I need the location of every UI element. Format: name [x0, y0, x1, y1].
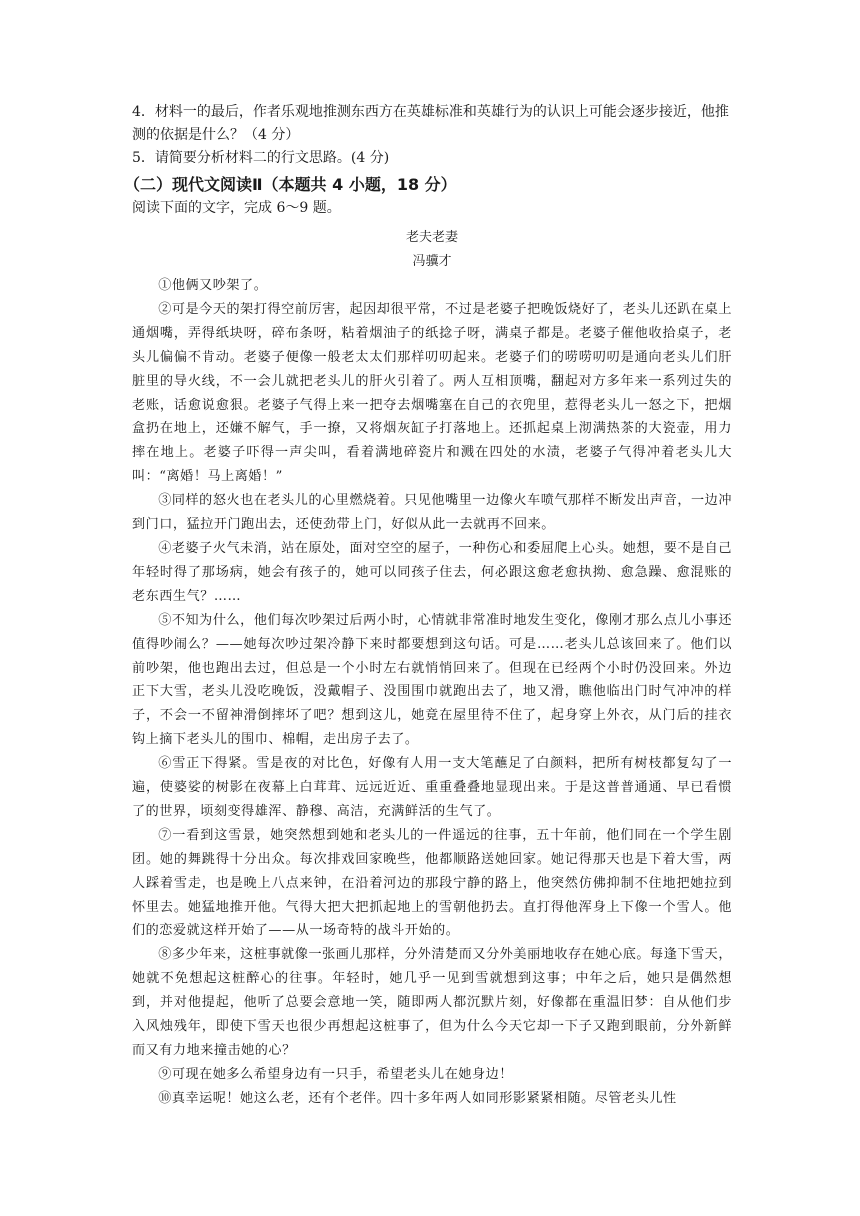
article-author: 冯骥才	[412, 254, 452, 269]
paragraph-9: ⑨可现在她多么希望身边有一只手，希望老头儿在她身边！	[158, 1066, 513, 1082]
question-5: 5．请简要分析材料二的行文思路。(4 分)	[132, 150, 390, 166]
paragraph-3: ③同样的怒火也在老头儿的心里燃烧着。只见他嘴里一边像火车喷气那样不断发出声音，一边冲到门口，猛拉开门跑出去，还使劲带上门，好似从此一去就再不回来。	[132, 493, 732, 533]
question-4: 4．材料一的最后，作者乐观地推测东西方在英雄标准和英雄行为的认识上可能会逐步接近，他推测的依据是什么？（4 分）	[132, 104, 729, 143]
paragraph-10: ⑩真幸运呢！她这么老，还有个老伴。四十多年两人如同形影紧紧相随。尽管老头儿性	[158, 1090, 677, 1106]
paragraph-6: ⑥雪正下得紧。雪是夜的对比色，好像有人用一支大笔蘸足了白颜料，把所有树枝都复勾了一遍，使婆娑的树影在夜幕上白茸茸、远远近近、重重叠叠地显现出来。于是这普普通通、早已看惯了的世界，顷刻变得雄浑、静穆、高洁，充满鲜活的生气了。	[132, 756, 732, 819]
paragraph-4: ④老婆子火气未消，站在原处，面对空空的屋子，一种伤心和委屈爬上心头。她想，要不是自己年轻时得了那场病，她会有孩子的，她可以同孩子住去，何必跟这愈老愈执拗、愈急躁、愈混账的老东西生气？……	[132, 540, 732, 604]
reading-instruction: 阅读下面的文字，完成 6～9 题。	[132, 200, 341, 216]
paragraph-8: ⑧多少年来，这桩事就像一张画儿那样，分外清楚而又分外美丽地收存在她心底。每逢下雪天，她就不免想起这桩醉心的往事。年轻时，她几乎一见到雪就想到这事；中年之后，她只是偶然想到，并对他提起，他听了总要会意地一笑，随即两人都沉默片刻，好像都在重温旧梦：自从他们步入风烛残年，即使下雪天也很少再想起这桩事了，但为什么今天它却一下子又跑到眼前，分外新鲜而又有力地来撞击她的心？	[132, 947, 732, 1058]
paragraph-5: ⑤不知为什么，他们每次吵架过后两小时，心情就非常准时地发生变化，像刚才那么点儿小事还值得吵闹么？——她每次吵过架冷静下来时都要想到这句话。可是……老头儿总该回来了。他们以前吵架，他也跑出去过，但总是一个小时左右就悄悄回来了。但现在已经两个小时仍没回来。外边正下大雪，老头儿没吃晚饭，没戴帽子、没围围巾就跑出去了，地又滑，瞧他临出门时气冲冲的样子，不会一不留神滑倒摔坏了吧？想到这儿，她竟在屋里待不住了，起身穿上外衣，从门后的挂衣钩上摘下老头儿的围巾、棉帽，走出房子去了。	[132, 612, 732, 748]
paragraph-2: ②可是今天的架打得空前厉害，起因却很平常，不过是老婆子把晚饭烧好了，老头儿还趴在桌上通烟嘴，弄得纸块呀，碎布条呀，粘着烟油子的纸捻子呀，满桌子都是。老婆子催他收拾桌子，老头儿偏偏不肯动。老婆子便像一般老太太们那样叨叨起来。老婆子们的唠唠叨叨是通向老头儿们肝脏里的导火线，不一会儿就把老头儿的肝火引着了。两人互相顶嘴，翻起对方多年来一系列过失的老账，话愈说愈狠。老婆子气得上来一把夺去烟嘴塞在自己的衣兜里，惹得老头儿一怒之下，把烟盒扔在地上，还嫌不解气，手一撩，又将烟灰缸子打落地上。还抓起桌上沏满热茶的大瓷壶，用力摔在地上。老婆子吓得一声尖叫，看着满地碎瓷片和溅在四处的水渍，老婆子气得冲着老头儿大叫：“离婚！马上离婚！”	[132, 301, 732, 485]
section-heading: （二）现代文阅读Ⅱ（本题共 4 小题，18 分）	[124, 175, 457, 194]
article-title: 老夫老妻	[405, 230, 458, 245]
paragraph-7: ⑦一看到这雪景，她突然想到她和老头儿的一件遥远的往事，五十年前，他们同在一个学生剧团。她的舞跳得十分出众。每次排戏回家晚些，他都顺路送她回家。她记得那天也是下着大雪，两人踩着雪走，也是晚上八点来钟，在沿着河边的那段宁静的路上，他突然仿佛抑制不住地把她拉到怀里去。她猛地推开他。气得大把大把抓起地上的雪朝他扔去。直打得他浑身上下像一个雪人。他们的恋爱就这样开始了——从一场奇特的战斗开始的。	[132, 827, 732, 939]
paragraph-1: ①他俩又吵架了。	[158, 278, 268, 293]
